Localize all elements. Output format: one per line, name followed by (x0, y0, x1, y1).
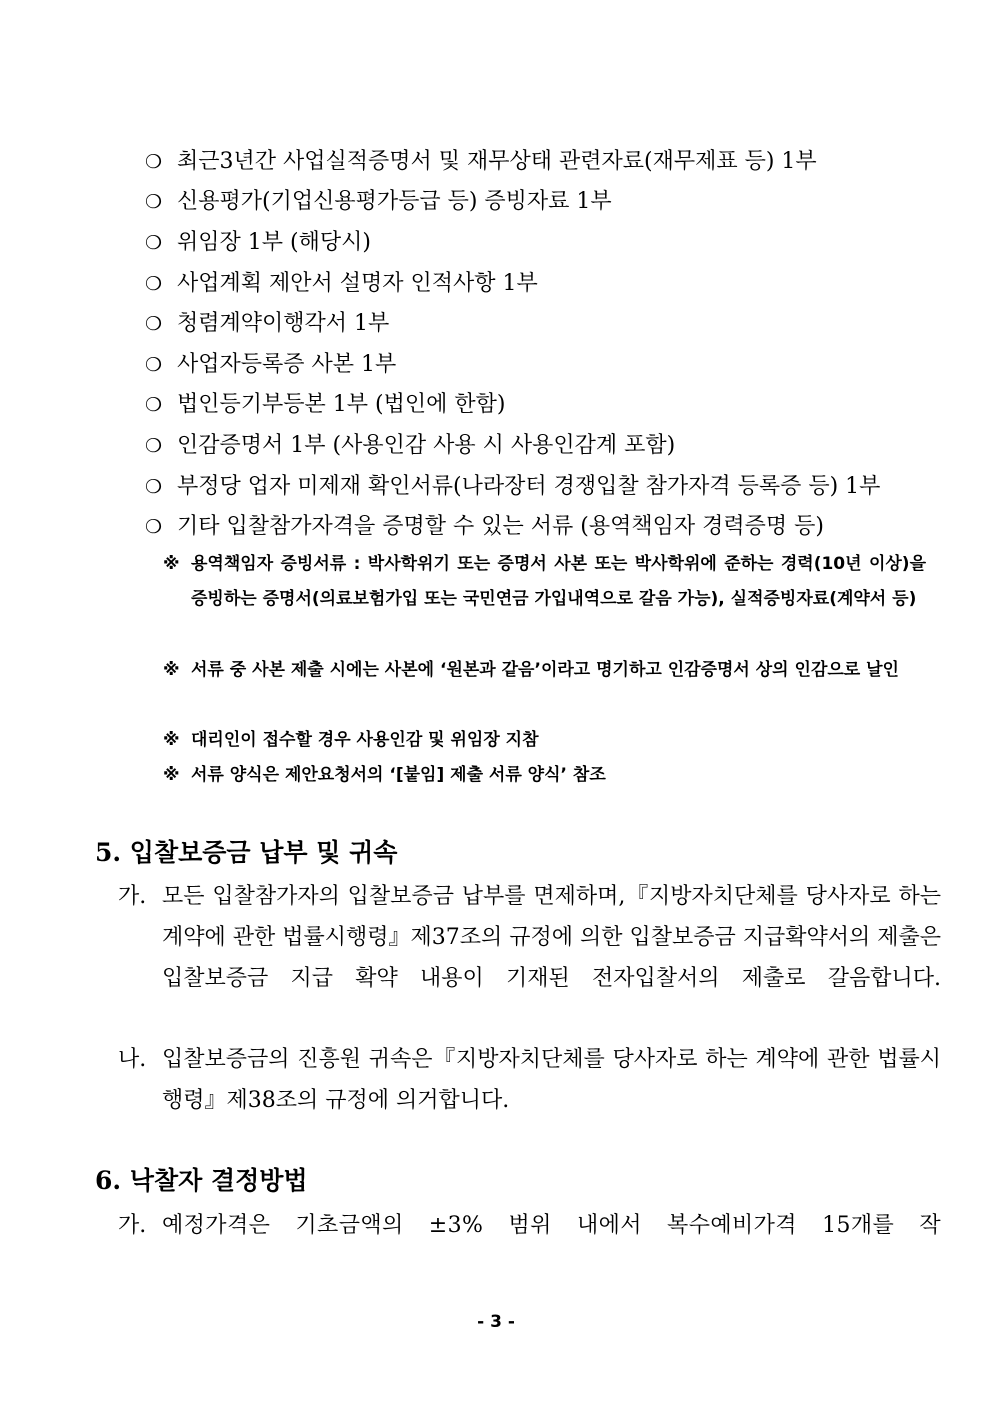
list-item-text: 법인등기부등본 1부 (법인에 한함) (177, 392, 506, 417)
bullet-icon: ❍ (145, 476, 163, 498)
paragraph (118, 1039, 941, 1121)
bullet-icon: ❍ (145, 232, 163, 254)
paragraph (118, 1205, 941, 1246)
note (163, 653, 926, 688)
bullet-icon: ❍ (145, 354, 163, 376)
note (163, 723, 926, 758)
note-mark-icon: ※ (163, 554, 180, 574)
list-item (145, 309, 905, 339)
note-mark-icon: ※ (163, 765, 180, 785)
list-item-text: 위임장 1부 (해당시) (177, 230, 371, 255)
list-item (145, 472, 905, 502)
bullet-icon: ❍ (145, 191, 163, 213)
list-item (145, 228, 905, 258)
bullet-icon: ❍ (145, 394, 163, 416)
section-heading: 6. 낙찰자 결정방법 (95, 1166, 308, 1195)
list-item-text: 인감증명서 1부 (사용인감 사용 시 사용인감계 포함) (177, 433, 676, 458)
list-item (145, 512, 905, 542)
note (163, 547, 926, 617)
list-item (145, 390, 905, 420)
list-item (145, 147, 905, 177)
list-item (145, 431, 905, 461)
note-mark-icon: ※ (163, 730, 180, 750)
note-text: 용역책임자 증빙서류 : 박사학위기 또는 증명서 사본 또는 박사학위에 준하는 경력(10년 이상)을 증빙하는 증명서(의료보험가입 또는 국민연금 가입내역으로 갈음 가능), 실적증빙자료(계약서 등) (191, 554, 926, 609)
paragraph-number: 나. (118, 1047, 147, 1072)
note-text: 서류 중 사본 제출 시에는 사본에 ‘원본과 같음’이라고 명기하고 인감증명서 상의 인감으로 날인 (191, 660, 899, 680)
list-item-text: 신용평가(기업신용평가등급 등) 증빙자료 1부 (177, 189, 612, 214)
list-item (145, 350, 905, 380)
bullet-icon: ❍ (145, 313, 163, 335)
bullet-icon: ❍ (145, 516, 163, 538)
paragraph-text: 입찰보증금의 진흥원 귀속은『지방자치단체를 당사자로 하는 계약에 관한 법률시행령』제38조의 규정에 의거합니다. (162, 1047, 941, 1113)
list-item-text: 기타 입찰참가자격을 증명할 수 있는 서류 (용역책임자 경력증명 등) (177, 514, 824, 539)
bullet-icon: ❍ (145, 151, 163, 173)
page-number: - 3 - (477, 1312, 515, 1332)
list-item (145, 187, 905, 217)
list-item-text: 최근3년간 사업실적증명서 및 재무상태 관련자료(재무제표 등) 1부 (177, 149, 817, 174)
paragraph-text: 예정가격은 기초금액의 ±3% 범위 내에서 복수예비가격 15개를 작 (162, 1213, 941, 1238)
paragraph-number: 가. (118, 884, 147, 909)
note-text: 서류 양식은 제안요청서의 ‘[붙임] 제출 서류 양식’ 참조 (191, 765, 606, 785)
paragraph-text: 모든 입찰참가자의 입찰보증금 납부를 면제하며,『지방자치단체를 당사자로 하는 계약에 관한 법률시행령』제37조의 규정에 의한 입찰보증금 지급확약서의 제출은 입찰보증금 지급 확약 내용이 기재된 전자입찰서의 제출로 갈음합니다. (162, 884, 942, 991)
note-mark-icon: ※ (163, 660, 180, 680)
section-heading: 5. 입찰보증금 납부 및 귀속 (95, 838, 398, 867)
list-item-text: 청렴계약이행각서 1부 (177, 311, 390, 336)
list-item-text: 사업자등록증 사본 1부 (177, 352, 397, 377)
note-text: 대리인이 접수할 경우 사용인감 및 위임장 지참 (191, 730, 539, 750)
list-item-text: 부정당 업자 미제재 확인서류(나라장터 경쟁입찰 참가자격 등록증 등) 1부 (177, 474, 881, 499)
paragraph-number: 가. (118, 1213, 147, 1238)
note (163, 758, 926, 793)
list-item-text: 사업계획 제안서 설명자 인적사항 1부 (177, 271, 538, 296)
list-item (145, 269, 905, 299)
bullet-icon: ❍ (145, 273, 163, 295)
paragraph (118, 876, 941, 999)
bullet-icon: ❍ (145, 435, 163, 457)
